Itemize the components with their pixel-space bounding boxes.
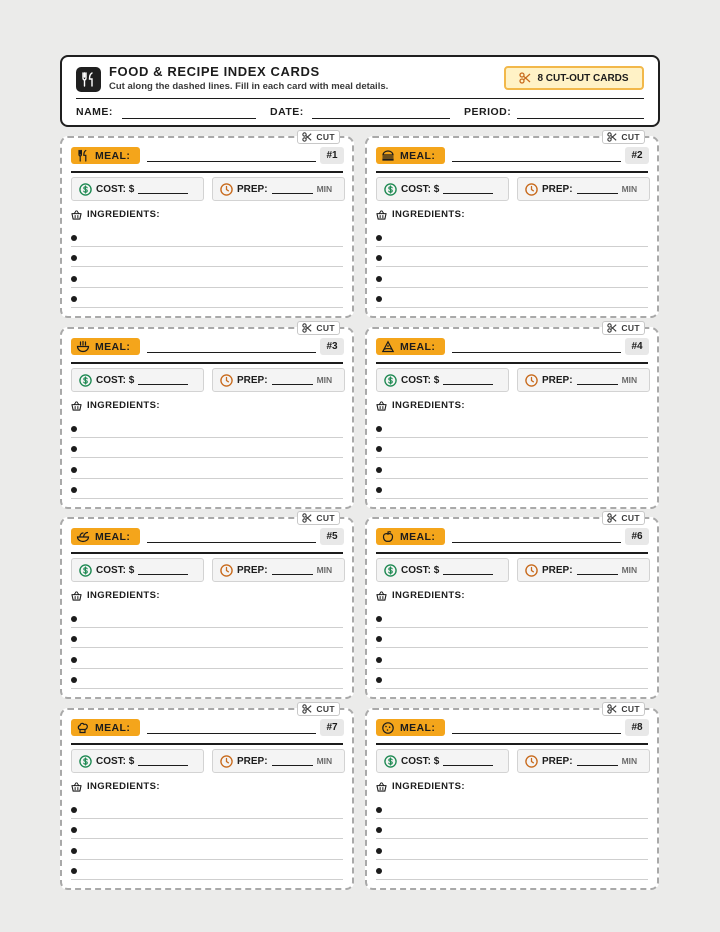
basket-icon	[71, 210, 82, 220]
card-number: #1	[320, 147, 344, 164]
recipe-card	[365, 513, 659, 699]
card-number: #5	[320, 528, 344, 545]
ingredient-line[interactable]	[71, 478, 343, 479]
card-number: #4	[625, 338, 649, 355]
cost-pill	[71, 368, 204, 392]
meal-label: MEAL:	[95, 721, 131, 734]
card-number: #3	[320, 338, 344, 355]
prep-label: PREP:	[542, 183, 573, 195]
ingredients-heading	[376, 781, 465, 792]
dollar-icon	[79, 183, 92, 196]
clock-icon	[220, 183, 233, 196]
card-divider	[71, 552, 343, 554]
ingredient-bullet	[376, 827, 382, 833]
prep-unit: MIN	[316, 565, 333, 575]
cut-label: CUT	[621, 132, 640, 142]
cut-tag	[602, 130, 645, 144]
cost-label: COST: $	[401, 755, 440, 767]
meal-label: MEAL:	[95, 530, 131, 543]
ingredient-line[interactable]	[376, 818, 648, 819]
card-divider	[376, 362, 648, 364]
scissors-icon	[302, 323, 312, 333]
cut-label: CUT	[316, 323, 335, 333]
prep-label: PREP:	[542, 564, 573, 576]
ingredient-line[interactable]	[376, 246, 648, 247]
ingredients-label: INGREDIENTS:	[392, 590, 465, 601]
bowl-icon	[76, 340, 90, 354]
meal-label: MEAL:	[400, 530, 436, 543]
ingredient-line[interactable]	[71, 307, 343, 308]
ingredient-bullet	[376, 848, 382, 854]
clock-icon	[525, 374, 538, 387]
meal-tag	[71, 338, 140, 355]
ingredient-bullet	[376, 446, 382, 452]
ingredient-line[interactable]	[376, 627, 648, 628]
scissors-icon	[302, 132, 312, 142]
clock-icon	[220, 755, 233, 768]
recipe-card	[365, 323, 659, 509]
ingredient-line[interactable]	[71, 859, 343, 860]
ingredient-bullet	[376, 677, 382, 683]
dollar-icon	[79, 374, 92, 387]
cost-pill	[376, 558, 509, 582]
cost-pill	[376, 177, 509, 201]
prep-unit: MIN	[621, 375, 638, 385]
recipe-card	[60, 704, 354, 890]
cut-label: CUT	[621, 704, 640, 714]
ingredient-line[interactable]	[376, 287, 648, 288]
ingredient-bullet	[71, 446, 77, 452]
ingredients-heading	[376, 209, 465, 220]
cost-field[interactable]	[138, 184, 188, 194]
basket-icon	[376, 591, 387, 601]
ingredient-bullet	[71, 636, 77, 642]
cost-field[interactable]	[443, 184, 493, 194]
card-divider	[376, 552, 648, 554]
card-number: #7	[320, 719, 344, 736]
card-divider	[71, 171, 343, 173]
cost-label: COST: $	[96, 183, 135, 195]
date-field[interactable]	[312, 118, 450, 119]
cost-label: COST: $	[96, 755, 135, 767]
prep-field[interactable]	[272, 756, 313, 766]
scissors-icon	[607, 132, 617, 142]
ingredient-bullet	[71, 827, 77, 833]
ingredients-label: INGREDIENTS:	[392, 781, 465, 792]
meal-tag	[71, 719, 140, 736]
cut-label: CUT	[316, 132, 335, 142]
ingredient-line[interactable]	[71, 879, 343, 880]
cut-label: CUT	[316, 704, 335, 714]
prep-label: PREP:	[237, 564, 268, 576]
prep-pill	[517, 368, 650, 392]
ingredient-bullet	[376, 868, 382, 874]
ingredient-line[interactable]	[71, 688, 343, 689]
meal-label: MEAL:	[400, 721, 436, 734]
prep-label: PREP:	[237, 183, 268, 195]
recipe-card	[60, 513, 354, 699]
ingredient-bullet	[376, 616, 382, 622]
apple-icon	[381, 530, 395, 544]
ingredient-line[interactable]	[376, 838, 648, 839]
meal-tag	[376, 147, 445, 164]
ingredient-line[interactable]	[71, 287, 343, 288]
pizza-icon	[381, 340, 395, 354]
ingredient-line[interactable]	[376, 307, 648, 308]
basket-icon	[71, 591, 82, 601]
ingredients-label: INGREDIENTS:	[392, 209, 465, 220]
page-title: FOOD & RECIPE INDEX CARDS	[109, 64, 320, 79]
meal-label: MEAL:	[400, 340, 436, 353]
ingredient-line[interactable]	[71, 498, 343, 499]
cost-label: COST: $	[96, 564, 135, 576]
prep-pill	[517, 749, 650, 773]
meal-name-field[interactable]	[147, 542, 316, 543]
cut-tag	[297, 321, 340, 335]
cost-pill	[376, 368, 509, 392]
ingredient-bullet	[71, 677, 77, 683]
name-field[interactable]	[122, 118, 256, 119]
period-field[interactable]	[517, 118, 644, 119]
ingredients-heading	[71, 209, 160, 220]
date-label: DATE:	[270, 106, 304, 118]
ingredient-bullet	[376, 235, 382, 241]
recipe-card	[60, 323, 354, 509]
meal-name-field[interactable]	[147, 733, 316, 734]
chef-hat-icon	[76, 721, 90, 735]
ingredient-bullet	[376, 807, 382, 813]
ingredient-bullet	[71, 296, 77, 302]
ingredient-bullet	[71, 255, 77, 261]
cost-pill	[71, 177, 204, 201]
meal-name-field[interactable]	[452, 161, 621, 162]
prep-unit: MIN	[621, 184, 638, 194]
cost-field[interactable]	[138, 756, 188, 766]
ingredient-bullet	[376, 276, 382, 282]
cost-field[interactable]	[443, 565, 493, 575]
card-number: #6	[625, 528, 649, 545]
ingredients-heading	[71, 590, 160, 601]
prep-pill	[212, 368, 345, 392]
ingredient-line[interactable]	[376, 266, 648, 267]
ingredient-line[interactable]	[376, 498, 648, 499]
dollar-icon	[384, 183, 397, 196]
header-divider	[76, 98, 644, 99]
ingredient-bullet	[71, 807, 77, 813]
prep-pill	[517, 177, 650, 201]
ingredient-bullet	[71, 235, 77, 241]
salad-icon	[76, 530, 90, 544]
cost-pill	[376, 749, 509, 773]
burger-icon	[381, 149, 395, 163]
ingredient-line[interactable]	[71, 818, 343, 819]
cookie-icon	[381, 721, 395, 735]
prep-field[interactable]	[577, 756, 618, 766]
ingredients-label: INGREDIENTS:	[87, 209, 160, 220]
cost-field[interactable]	[138, 375, 188, 385]
ingredient-bullet	[376, 467, 382, 473]
card-divider	[376, 171, 648, 173]
recipe-card	[365, 704, 659, 890]
page-subtitle: Cut along the dashed lines. Fill in each card with meal details.	[109, 81, 389, 92]
cut-tag	[602, 511, 645, 525]
prep-label: PREP:	[237, 755, 268, 767]
dollar-icon	[384, 564, 397, 577]
ingredient-line[interactable]	[71, 647, 343, 648]
cost-pill	[71, 749, 204, 773]
ingredient-line[interactable]	[376, 478, 648, 479]
ingredient-line[interactable]	[376, 457, 648, 458]
ingredient-line[interactable]	[376, 859, 648, 860]
ingredient-line[interactable]	[71, 668, 343, 669]
cut-tag	[297, 130, 340, 144]
ingredient-bullet	[376, 657, 382, 663]
prep-label: PREP:	[542, 374, 573, 386]
prep-label: PREP:	[237, 374, 268, 386]
dollar-icon	[79, 755, 92, 768]
ingredients-heading	[71, 781, 160, 792]
prep-label: PREP:	[542, 755, 573, 767]
prep-unit: MIN	[621, 565, 638, 575]
meal-name-field[interactable]	[452, 542, 621, 543]
prep-field[interactable]	[577, 375, 618, 385]
meal-name-field[interactable]	[147, 161, 316, 162]
ingredient-line[interactable]	[376, 437, 648, 438]
card-divider	[71, 362, 343, 364]
ingredient-bullet	[71, 657, 77, 663]
cut-label: CUT	[316, 513, 335, 523]
ingredient-bullet	[376, 296, 382, 302]
recipe-card	[365, 132, 659, 318]
cost-label: COST: $	[401, 183, 440, 195]
cut-tag	[602, 702, 645, 716]
page-header	[60, 55, 660, 127]
ingredient-bullet	[376, 487, 382, 493]
cost-field[interactable]	[138, 565, 188, 575]
prep-unit: MIN	[621, 756, 638, 766]
clock-icon	[525, 183, 538, 196]
prep-field[interactable]	[272, 184, 313, 194]
prep-pill	[517, 558, 650, 582]
ingredients-label: INGREDIENTS:	[87, 590, 160, 601]
card-divider	[71, 743, 343, 745]
prep-pill	[212, 749, 345, 773]
meal-label: MEAL:	[95, 340, 131, 353]
dollar-icon	[384, 374, 397, 387]
cost-field[interactable]	[443, 375, 493, 385]
scissors-icon	[302, 513, 312, 523]
scissors-icon	[607, 513, 617, 523]
meal-name-field[interactable]	[147, 352, 316, 353]
prep-unit: MIN	[316, 375, 333, 385]
clock-icon	[525, 564, 538, 577]
ingredients-heading	[376, 590, 465, 601]
dollar-icon	[384, 755, 397, 768]
ingredient-bullet	[376, 426, 382, 432]
ingredient-line[interactable]	[376, 879, 648, 880]
meal-name-field[interactable]	[452, 352, 621, 353]
prep-field[interactable]	[272, 565, 313, 575]
fork-knife-icon	[76, 149, 90, 163]
card-divider	[376, 743, 648, 745]
period-label: PERIOD:	[464, 106, 512, 118]
cost-label: COST: $	[401, 564, 440, 576]
meal-tag	[71, 147, 140, 164]
prep-unit: MIN	[316, 184, 333, 194]
ingredients-heading	[71, 400, 160, 411]
ingredient-bullet	[71, 868, 77, 874]
meal-tag	[376, 338, 445, 355]
cut-label: CUT	[621, 513, 640, 523]
ingredients-label: INGREDIENTS:	[392, 400, 465, 411]
scissors-icon	[302, 704, 312, 714]
ingredient-bullet	[71, 487, 77, 493]
meal-tag	[376, 528, 445, 545]
clock-icon	[220, 564, 233, 577]
meal-label: MEAL:	[400, 149, 436, 162]
clock-icon	[525, 755, 538, 768]
cut-tag	[602, 321, 645, 335]
ingredient-bullet	[376, 255, 382, 261]
ingredient-line[interactable]	[71, 627, 343, 628]
prep-pill	[212, 558, 345, 582]
basket-icon	[376, 401, 387, 411]
ingredient-line[interactable]	[376, 647, 648, 648]
card-number: #8	[625, 719, 649, 736]
fork-knife-logo-icon	[76, 67, 101, 92]
cost-field[interactable]	[443, 756, 493, 766]
prep-field[interactable]	[577, 565, 618, 575]
meal-tag	[376, 719, 445, 736]
prep-field[interactable]	[577, 184, 618, 194]
ingredient-bullet	[71, 848, 77, 854]
badge-label: 8 CUT-OUT CARDS	[537, 72, 629, 84]
basket-icon	[71, 401, 82, 411]
ingredients-heading	[376, 400, 465, 411]
prep-unit: MIN	[316, 756, 333, 766]
ingredient-bullet	[71, 426, 77, 432]
meal-tag	[71, 528, 140, 545]
cost-label: COST: $	[96, 374, 135, 386]
recipe-card	[60, 132, 354, 318]
ingredient-line[interactable]	[376, 688, 648, 689]
prep-field[interactable]	[272, 375, 313, 385]
meal-name-field[interactable]	[452, 733, 621, 734]
ingredient-bullet	[71, 276, 77, 282]
basket-icon	[71, 782, 82, 792]
ingredients-label: INGREDIENTS:	[87, 400, 160, 411]
cut-tag	[297, 702, 340, 716]
scissors-icon	[607, 704, 617, 714]
ingredient-line[interactable]	[71, 246, 343, 247]
ingredient-bullet	[71, 467, 77, 473]
basket-icon	[376, 210, 387, 220]
cut-label: CUT	[621, 323, 640, 333]
cut-tag	[297, 511, 340, 525]
cost-label: COST: $	[401, 374, 440, 386]
card-number: #2	[625, 147, 649, 164]
scissors-icon	[519, 72, 531, 84]
ingredient-bullet	[376, 636, 382, 642]
cost-pill	[71, 558, 204, 582]
scissors-icon	[607, 323, 617, 333]
cut-out-cards-badge	[504, 66, 644, 90]
ingredient-line[interactable]	[71, 457, 343, 458]
name-label: NAME:	[76, 106, 113, 118]
dollar-icon	[79, 564, 92, 577]
meal-label: MEAL:	[95, 149, 131, 162]
ingredient-line[interactable]	[71, 437, 343, 438]
ingredients-label: INGREDIENTS:	[87, 781, 160, 792]
ingredient-line[interactable]	[376, 668, 648, 669]
ingredient-bullet	[71, 616, 77, 622]
prep-pill	[212, 177, 345, 201]
ingredient-line[interactable]	[71, 838, 343, 839]
ingredient-line[interactable]	[71, 266, 343, 267]
basket-icon	[376, 782, 387, 792]
clock-icon	[220, 374, 233, 387]
